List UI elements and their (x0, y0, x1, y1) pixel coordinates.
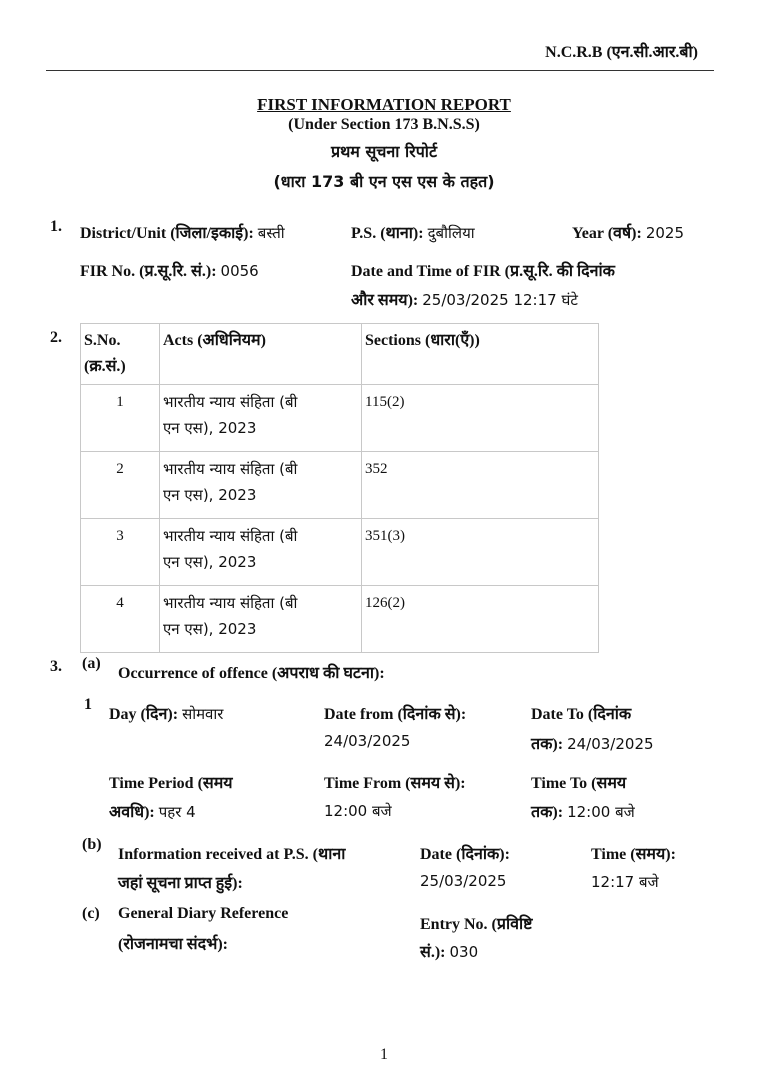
time-to-value: 12:00 बजे (567, 803, 635, 821)
acts-sections-table (80, 323, 599, 653)
table-row (81, 586, 599, 653)
fir-label: FIR No. (प्र.सू.रि. सं.): (80, 263, 217, 280)
sections-header: Sections (धारा(एँ)) (362, 324, 599, 385)
time-period-label-1: Time Period (समय (109, 775, 233, 792)
ps-value: दुबौलिया (427, 224, 475, 242)
sno-header-line2: (क्र.सं.) (84, 358, 126, 375)
entry-no-label-1: Entry No. (प्रविष्टि (420, 916, 533, 933)
date-to-field (531, 732, 654, 754)
time-period-field (109, 800, 196, 822)
report-title: FIRST INFORMATION REPORT (257, 95, 511, 114)
district-field (80, 221, 285, 243)
time-period-value: पहर 4 (158, 803, 196, 821)
occurrence-entry-number: 1 (84, 696, 92, 713)
row-act-line2: एन एस), 2023 (163, 620, 257, 638)
district-label: District/Unit (जिला/इकाई): (80, 225, 254, 242)
header-divider (46, 70, 714, 71)
entry-no-value: 030 (449, 943, 479, 961)
org-header: N.C.R.B (एन.सी.आर.बी) (545, 44, 698, 61)
page-number: 1 (380, 1046, 388, 1063)
year-value: 2025 (645, 224, 685, 242)
section-3-number: 3. (50, 658, 62, 675)
report-subtitle-hindi: (धारा 173 बी एन एस एस के तहत) (273, 172, 495, 191)
police-station-field (351, 221, 475, 243)
row-act (160, 385, 362, 452)
row-sno: 3 (81, 519, 160, 586)
fir-datetime-field (351, 288, 578, 310)
acts-header: Acts (अधिनियम) (160, 324, 362, 385)
table-row (81, 519, 599, 586)
received-date-value: 25/03/2025 (420, 872, 507, 890)
row-section: 115(2) (362, 385, 599, 452)
received-time-value: 12:17 बजे (591, 873, 659, 891)
row-sno: 2 (81, 452, 160, 519)
row-section: 351(3) (362, 519, 599, 586)
time-to-label-1: Time To (समय (531, 775, 627, 792)
date-from-value: 24/03/2025 (324, 732, 411, 750)
date-to-label-1: Date To (दिनांक (531, 706, 632, 723)
row-act-line1: भारतीय न्याय संहिता (बी (163, 393, 298, 411)
day-label: Day (दिन): (109, 706, 179, 723)
table-header-row (81, 324, 599, 385)
table-row (81, 452, 599, 519)
time-from-value: 12:00 बजे (324, 802, 392, 820)
subsection-a-label: (a) (82, 655, 101, 672)
time-to-label-2: तक): (531, 804, 564, 821)
year-field (572, 221, 684, 243)
fir-number-field (80, 259, 259, 281)
sno-header-line1: S.No. (84, 332, 121, 349)
info-received-title-1: Information received at P.S. (थाना (118, 846, 346, 863)
row-act-line1: भारतीय न्याय संहिता (बी (163, 460, 298, 478)
row-act-line1: भारतीय न्याय संहिता (बी (163, 594, 298, 612)
date-from-label: Date from (दिनांक से): (324, 706, 467, 723)
subsection-c-label: (c) (82, 905, 100, 922)
row-section: 352 (362, 452, 599, 519)
year-label: Year (वर्ष): (572, 225, 642, 242)
received-time-label: Time (समय): (591, 846, 676, 863)
table-row (81, 385, 599, 452)
report-title-hindi: प्रथम सूचना रिपोर्ट (330, 142, 438, 161)
general-diary-title-2: (रोजनामचा संदर्भ): (118, 936, 229, 953)
row-act (160, 586, 362, 653)
date-to-value: 24/03/2025 (567, 735, 654, 753)
report-subtitle: (Under Section 173 B.N.S.S) (288, 116, 480, 133)
ps-label: P.S. (थाना): (351, 225, 424, 242)
row-sno: 4 (81, 586, 160, 653)
fir-datetime-label-1: Date and Time of FIR (प्र.सू.रि. की दिनांक (351, 263, 615, 280)
occurrence-title: Occurrence of offence (अपराध की घटना): (118, 665, 385, 682)
general-diary-title-1: General Diary Reference (118, 905, 289, 922)
time-to-field (531, 800, 635, 822)
row-act-line1: भारतीय न्याय संहिता (बी (163, 527, 298, 545)
row-act (160, 519, 362, 586)
fir-value: 0056 (220, 262, 259, 280)
district-value: बस्ती (257, 224, 285, 242)
entry-no-field (420, 940, 478, 962)
date-to-label-2: तक): (531, 736, 564, 753)
row-act-line2: एन एस), 2023 (163, 486, 257, 504)
section-2-number: 2. (50, 329, 62, 346)
time-from-label: Time From (समय से): (324, 775, 466, 792)
received-date-label: Date (दिनांक): (420, 846, 510, 863)
row-act-line2: एन एस), 2023 (163, 419, 257, 437)
fir-datetime-value: 25/03/2025 12:17 घंटे (422, 291, 578, 309)
day-field (109, 702, 223, 724)
day-value: सोमवार (182, 705, 224, 723)
info-received-title-2: जहां सूचना प्राप्त हुई): (118, 875, 243, 892)
fir-datetime-label-2: और समय): (351, 292, 419, 309)
row-act (160, 452, 362, 519)
section-1-number: 1. (50, 218, 62, 235)
subsection-b-label: (b) (82, 836, 102, 853)
row-section: 126(2) (362, 586, 599, 653)
row-sno: 1 (81, 385, 160, 452)
entry-no-label-2: सं.): (420, 944, 446, 961)
row-act-line2: एन एस), 2023 (163, 553, 257, 571)
time-period-label-2: अवधि): (109, 804, 155, 821)
sno-header (81, 324, 160, 385)
